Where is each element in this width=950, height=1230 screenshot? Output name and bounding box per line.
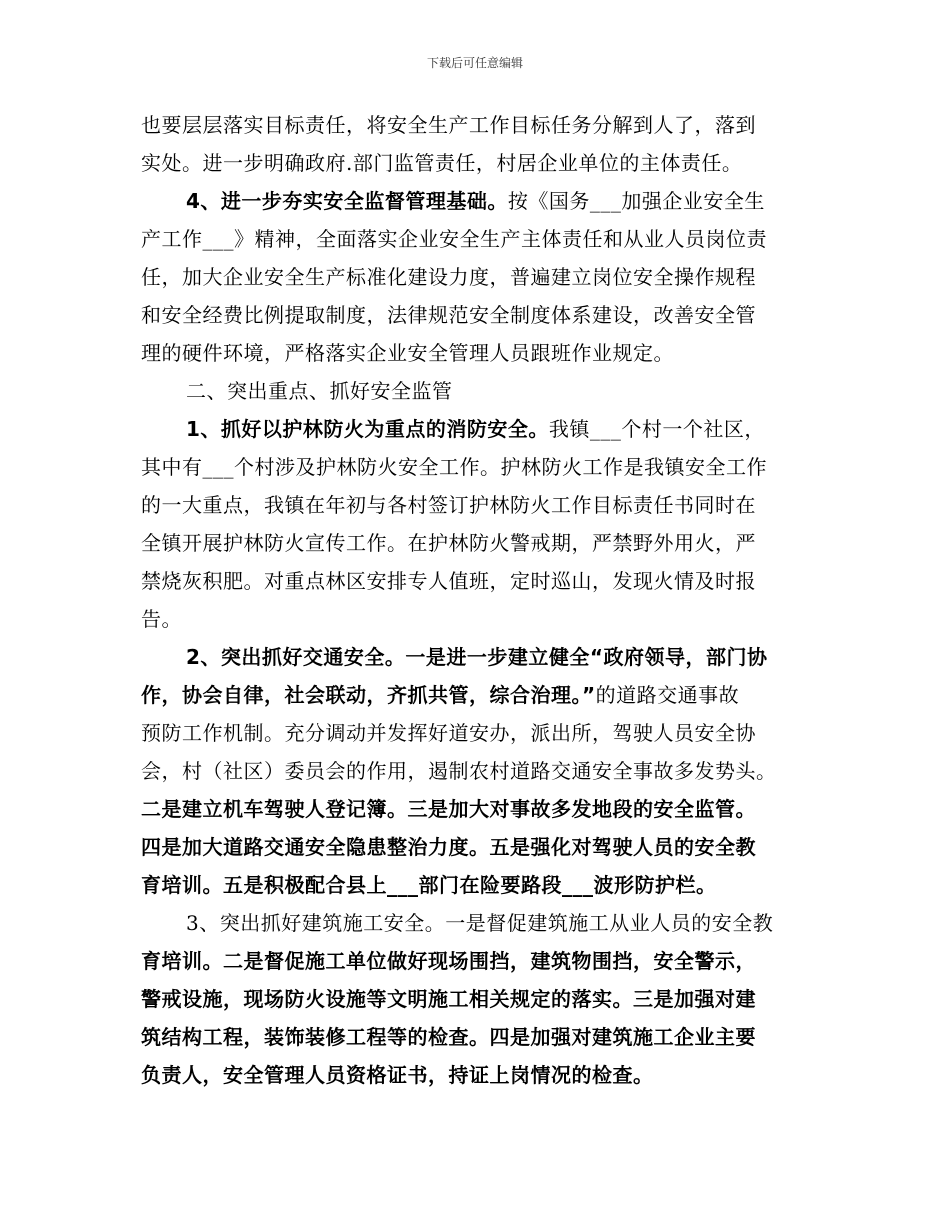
paragraph-line: 实处。进一步明确政府.部门监管责任，村居企业单位的主体责任。 [141, 151, 743, 175]
paragraph-line [141, 676, 831, 714]
paragraph-line: 二是建立机车驾驶人登记簿。三是加大对事故多发地段的安全监管。 [141, 797, 756, 821]
document-body [141, 106, 831, 1094]
paragraph-line: 负责人，安全管理人员资格证书，持证上岗情况的检查。 [141, 1063, 654, 1087]
paragraph-line: 产工作___》精神，全面落实企业安全生产主体责任和从业人员岗位责 [141, 227, 767, 251]
paragraph-line [141, 182, 831, 220]
paragraph-line: 会，村（社区）委员会的作用，遏制农村道路交通安全事故多发势头。 [141, 759, 777, 783]
paragraph-text: 按《国务___加强企业安全生 [507, 189, 765, 213]
section-title: 二、突出重点、抓好安全监管 [186, 379, 453, 403]
paragraph-line: 四是加大道路交通安全隐患整治力度。五是强化对驾驶人员的安全教 [141, 835, 756, 859]
section-heading: 4、进一步夯实安全监督管理基础。 [186, 189, 508, 213]
paragraph-line: 育培训。二是督促施工单位做好现场围挡，建筑物围挡，安全警示， [141, 949, 756, 973]
paragraph-line: 任，加大企业安全生产标准化建设力度，普遍建立岗位安全操作规程 [141, 265, 756, 289]
paragraph-line: 筑结构工程，装饰装修工程等的检查。四是加强对建筑施工企业主要 [141, 1025, 756, 1049]
bold-text: 作，协会自律，社会联动，齐抓共管，综合治理。” [141, 683, 596, 707]
paragraph-text: 我镇___个村一个社区， [548, 417, 765, 441]
paragraph-line: 3、突出抓好建筑施工安全。一是督促建筑施工从业人员的安全教 [186, 911, 774, 935]
paragraph-line: 告。 [141, 607, 182, 631]
paragraph-line: 预防工作机制。充分调动并发挥好道安办，派出所，驾驶人员安全协 [141, 721, 756, 745]
paragraph-line: 其中有___个村涉及护林防火安全工作。护林防火工作是我镇安全工作 [141, 455, 767, 479]
paragraph-line: 育培训。五是积极配合县上___部门在险要路段___波形防护栏。 [141, 873, 717, 897]
paragraph-line: 2、突出抓好交通安全。一是进一步建立健全“政府领导，部门协 [186, 645, 768, 669]
paragraph-text: 的道路交通事故 [595, 683, 740, 707]
paragraph-line [141, 410, 831, 448]
page-header: 下载后可任意编辑 [426, 56, 523, 70]
paragraph-line: 警戒设施，现场防火设施等文明施工相关规定的落实。三是加强对建 [141, 987, 756, 1011]
paragraph-line: 禁烧灰积肥。对重点林区安排专人值班，定时巡山，发现火情及时报 [141, 569, 756, 593]
paragraph-line: 全镇开展护林防火宣传工作。在护林防火警戒期，严禁野外用火，严 [141, 531, 756, 555]
paragraph-line: 理的硬件环境，严格落实企业安全管理人员跟班作业规定。 [141, 341, 674, 365]
paragraph-line: 也要层层落实目标责任，将安全生产工作目标任务分解到人了，落到 [141, 113, 756, 137]
paragraph-line: 的一大重点，我镇在年初与各村签订护林防火工作目标责任书同时在 [141, 493, 756, 517]
paragraph-line: 和安全经费比例提取制度，法律规范安全制度体系建设，改善安全管 [141, 303, 756, 327]
section-heading: 1、抓好以护林防火为重点的消防安全。 [186, 417, 549, 441]
